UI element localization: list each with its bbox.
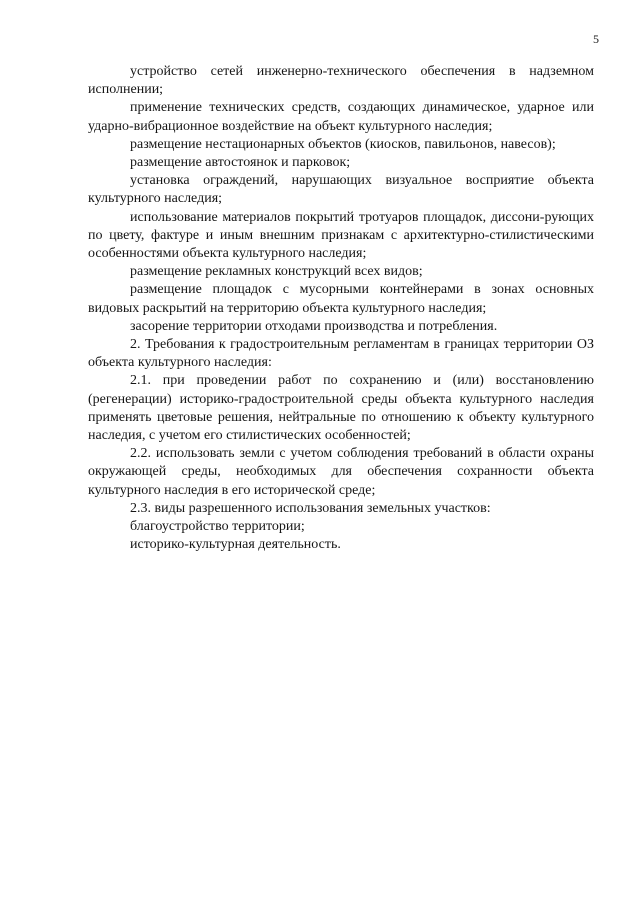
paragraph-vibration-impact: применение технических средств, создающих динамическое, ударное или ударно-вибрационное воздействие на объект культурного наследия;	[88, 100, 594, 134]
paragraph-littering: засорение территории отходами производства и потребления.	[130, 318, 498, 334]
paragraph-item-2-2: 2.2. использовать земли с учетом соблюдения требований в области охраны окружающей среды, необходимых для обеспечения сохранности объекта культурного наследия в его исторической среде;	[88, 446, 594, 498]
paragraph-parking: размещение автостоянок и парковок;	[130, 155, 351, 171]
paragraph-section-2-heading: 2. Требования к градостроительным регламентам в границах территории ОЗ объекта культурного наследия:	[88, 337, 594, 371]
paragraph-item-2-1: 2.1. при проведении работ по сохранению и (или) восстановлению (регенерации) историко-градостроительной среды объекта культурного наследия применять цветовые решения, нейтральные по отношению к объекту культурного наследия, с учетом его стилистических особенностей;	[88, 373, 594, 444]
paragraph-historical-cultural: историко-культурная деятельность.	[130, 537, 341, 553]
page-number: 5	[593, 32, 599, 46]
paragraph-item-2-3: 2.3. виды разрешенного использования земельных участков:	[130, 500, 491, 516]
paragraph-advertising: размещение рекламных конструкций всех видов;	[130, 264, 423, 280]
paragraph-landscaping: благоустройство территории;	[130, 519, 305, 535]
paragraph-overhead-networks: устройство сетей инженерно-технического обеспечения в надземном исполнении;	[88, 64, 594, 98]
paragraph-non-stationary-objects: размещение нестационарных объектов (киосков, павильонов, навесов);	[130, 136, 556, 152]
paragraph-pavement-materials: использование материалов покрытий тротуаров площадок, диссони-рующих по цвету, фактуре и иным внешним признакам с архитектурно-стилистическими особенностями объекта культурного наследия;	[88, 209, 594, 262]
paragraph-fences: установка ограждений, нарушающих визуальное восприятие объекта культурного наследия;	[88, 173, 594, 207]
paragraph-waste-containers: размещение площадок с мусорными контейнерами в зонах основных видовых раскрытий на территорию объекта культурного наследия;	[88, 282, 594, 316]
document-body	[88, 63, 594, 554]
